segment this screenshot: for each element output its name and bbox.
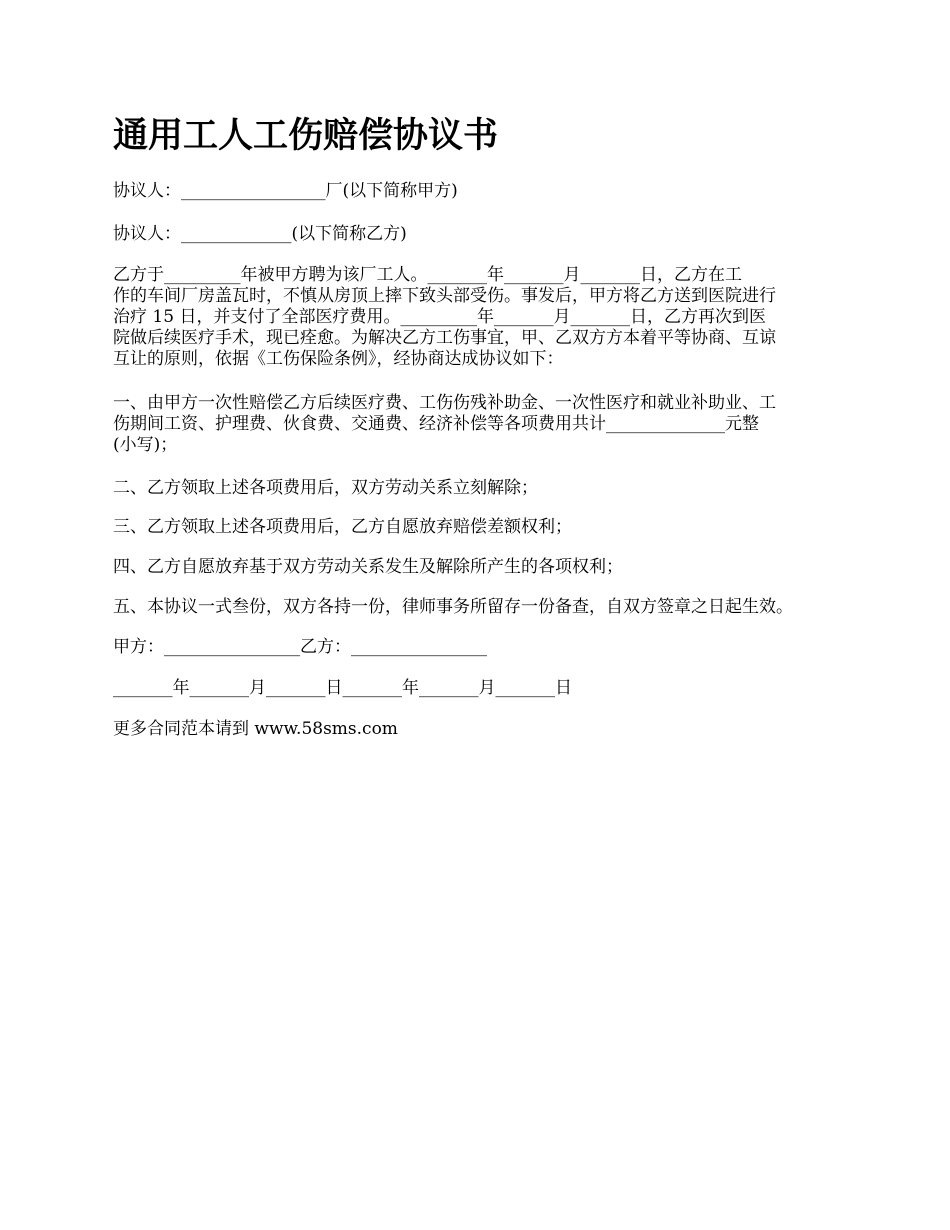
party-b-line — [113, 224, 853, 245]
text-line: 伤期间工资、护理费、伙食费、交通费、经济补偿等各项费用共计______________元整 — [113, 414, 759, 434]
party-a-line — [113, 181, 853, 202]
clause-two — [113, 478, 853, 499]
text-line: 三、乙方领取上述各项费用后，乙方自愿放弃赔偿差额权利； — [113, 517, 572, 537]
text-line: 五、本协议一式叁份，双方各持一份，律师事务所留存一份备查，自双方签章之日起生效。 — [113, 597, 793, 617]
date-line — [113, 678, 853, 699]
text-line: 四、乙方自愿放弃基于双方劳动关系发生及解除所产生的各项权利； — [113, 557, 623, 577]
clause-five — [113, 597, 853, 618]
text-line: (小写)； — [113, 435, 178, 455]
text-line: 协议人：_________________厂(以下简称甲方) — [113, 181, 458, 201]
signature-line — [113, 637, 853, 658]
clause-one — [113, 393, 853, 456]
background-paragraph — [113, 265, 853, 370]
text-line: 甲方：________________乙方：________________ — [113, 637, 487, 657]
clause-three — [113, 517, 853, 538]
text-line: _______年_______月_______日_______年_______月_______日 — [113, 678, 572, 698]
text-line: 更多合同范本请到 www.58sms.com — [113, 719, 398, 739]
text-line: 乙方于_________年被甲方聘为该厂工人。_______年_______月_______日，乙方在工 — [113, 265, 742, 285]
text-line: 一、由甲方一次性赔偿乙方后续医疗费、工伤伤残补助金、一次性医疗和就业补助业、工 — [113, 393, 776, 413]
footer-note — [113, 719, 853, 740]
text-line: 协议人：_____________(以下简称乙方) — [113, 224, 407, 244]
text-line: 互让的原则，依据《工伤保险条例》，经协商达成协议如下： — [113, 349, 564, 369]
document-title: 通用工人工伤赔偿协议书 — [113, 115, 499, 156]
clause-four — [113, 557, 853, 578]
text-line: 作的车间厂房盖瓦时，不慎从房顶上摔下致头部受伤。事发后，甲方将乙方送到医院进行 — [113, 286, 776, 306]
text-line: 院做后续医疗手术，现已痊愈。为解决乙方工伤事宜，甲、乙双方方本着平等协商、互谅 — [113, 328, 776, 348]
text-line: 二、乙方领取上述各项费用后，双方劳动关系立刻解除； — [113, 478, 538, 498]
text-line: 治疗 15 日，并支付了全部医疗费用。_________年_______月_______日，乙方再次到医 — [113, 307, 766, 327]
